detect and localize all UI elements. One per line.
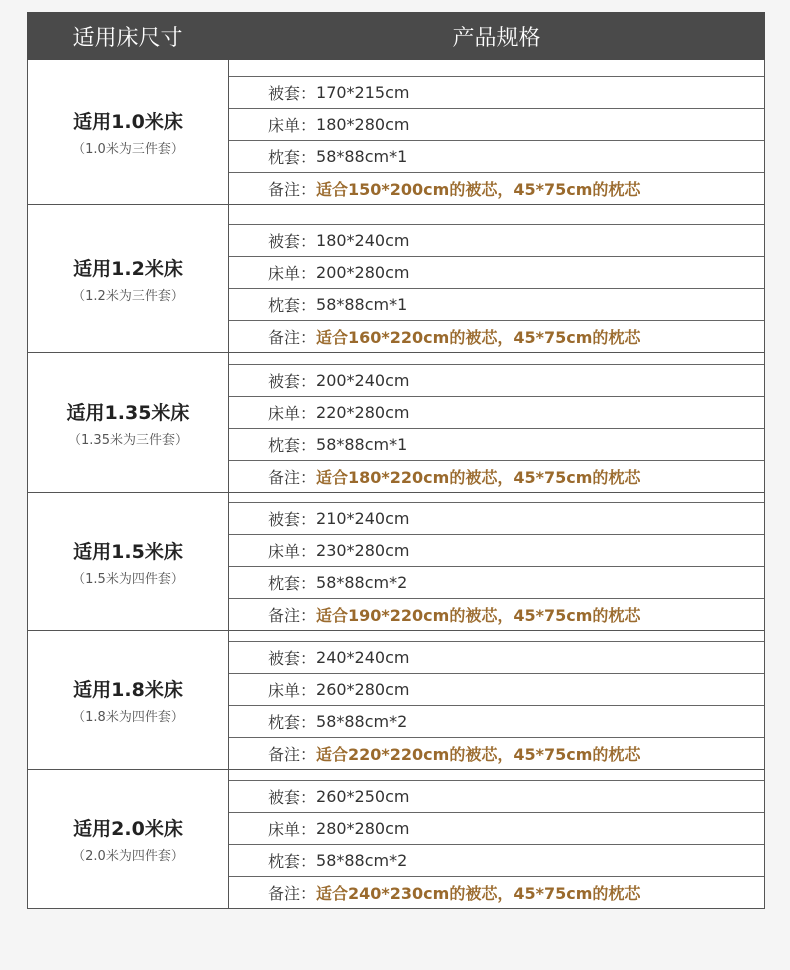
spec-label: 床单： <box>268 116 317 135</box>
bed-size-cell <box>28 770 229 908</box>
size-group <box>28 769 764 908</box>
spec-value: 240*240cm <box>316 648 410 667</box>
spec-row <box>229 140 764 172</box>
note-row <box>229 320 764 352</box>
bed-size-title: 适用1.35米床 <box>66 401 190 424</box>
spec-label: 枕套： <box>268 852 317 871</box>
spec-label: 床单： <box>268 681 317 700</box>
spec-row <box>229 76 764 108</box>
bed-size-title: 适用2.0米床 <box>73 818 183 840</box>
note-value: 适合220*220cm的被芯，45*75cm的枕芯 <box>316 745 641 764</box>
spec-list <box>229 631 764 769</box>
spec-list <box>229 353 764 492</box>
header-product-spec: 产品规格 <box>452 25 541 51</box>
spec-label: 枕套： <box>268 436 317 455</box>
spec-value: 210*240cm <box>316 509 410 528</box>
bed-size-cell <box>28 631 229 769</box>
spec-value: 280*280cm <box>316 819 410 838</box>
note-value: 适合240*230cm的被芯，45*75cm的枕芯 <box>316 884 641 903</box>
bed-size-title: 适用1.5米床 <box>73 540 183 563</box>
spec-row <box>229 812 764 844</box>
spec-row <box>229 502 764 534</box>
spec-row <box>229 428 764 460</box>
spec-label: 枕套： <box>268 574 317 593</box>
spec-row <box>229 844 764 876</box>
spec-row <box>229 396 764 428</box>
size-group <box>28 492 764 630</box>
size-spec-sheet <box>27 12 765 909</box>
bed-size-title: 适用1.0米床 <box>73 111 183 133</box>
spec-value: 58*88cm*1 <box>316 435 408 454</box>
size-group <box>28 204 764 352</box>
spec-value: 260*250cm <box>316 787 410 806</box>
size-group <box>28 630 764 769</box>
header-bed-size: 适用床尺寸 <box>72 25 183 51</box>
spec-row <box>229 534 764 566</box>
table-header <box>27 12 765 60</box>
spec-row <box>229 641 764 673</box>
spec-row <box>229 566 764 598</box>
note-value: 适合190*220cm的被芯，45*75cm的枕芯 <box>316 606 641 625</box>
bed-size-cell <box>28 493 229 630</box>
note-value: 适合180*220cm的被芯，45*75cm的枕芯 <box>316 468 641 487</box>
bed-size-subtitle: （1.35米为三件套） <box>68 432 188 448</box>
spec-label: 备注： <box>268 606 317 625</box>
spec-label: 床单： <box>268 542 317 561</box>
size-group <box>28 352 764 492</box>
spec-value: 58*88cm*2 <box>316 851 408 870</box>
spec-label: 枕套： <box>268 713 317 732</box>
bed-size-subtitle: （1.2米为三件套） <box>72 288 184 304</box>
bed-size-cell <box>28 353 229 492</box>
spec-list <box>229 770 764 908</box>
note-row <box>229 737 764 769</box>
spec-value: 200*240cm <box>316 371 410 390</box>
spec-value: 58*88cm*2 <box>316 573 408 592</box>
spec-label: 备注： <box>268 328 317 347</box>
spec-label: 备注： <box>268 745 317 764</box>
spec-label: 被套： <box>268 84 317 103</box>
spec-list <box>229 493 764 630</box>
spec-list <box>229 60 764 204</box>
spec-row <box>229 673 764 705</box>
note-row <box>229 172 764 204</box>
spec-label: 备注： <box>268 180 317 199</box>
note-value: 适合150*200cm的被芯，45*75cm的枕芯 <box>316 180 641 199</box>
spec-label: 床单： <box>268 264 317 283</box>
spec-value: 58*88cm*1 <box>316 147 408 166</box>
spec-value: 230*280cm <box>316 541 410 560</box>
spec-value: 200*280cm <box>316 263 410 282</box>
note-value: 适合160*220cm的被芯，45*75cm的枕芯 <box>316 328 641 347</box>
spec-value: 58*88cm*1 <box>316 295 408 314</box>
note-row <box>229 460 764 492</box>
spec-value: 180*280cm <box>316 115 410 134</box>
spec-label: 床单： <box>268 404 317 423</box>
spec-row <box>229 108 764 140</box>
spec-label: 被套： <box>268 510 317 529</box>
spec-value: 170*215cm <box>316 83 410 102</box>
bed-size-subtitle: （1.8米为四件套） <box>72 710 184 725</box>
bed-size-subtitle: （1.0米为三件套） <box>72 142 184 157</box>
spec-label: 床单： <box>268 820 317 839</box>
spec-label: 备注： <box>268 884 317 903</box>
bed-size-title: 适用1.2米床 <box>73 257 183 280</box>
spec-value: 220*280cm <box>316 403 410 422</box>
bed-size-cell <box>28 60 229 204</box>
spec-row <box>229 224 764 256</box>
spec-row <box>229 288 764 320</box>
spec-label: 被套： <box>268 649 317 668</box>
spec-row <box>229 780 764 812</box>
bed-size-subtitle: （2.0米为四件套） <box>72 849 184 864</box>
bed-size-title: 适用1.8米床 <box>73 679 183 701</box>
bed-size-subtitle: （1.5米为四件套） <box>72 571 184 587</box>
spec-list <box>229 205 764 352</box>
spec-row <box>229 705 764 737</box>
note-row <box>229 598 764 630</box>
spec-table <box>27 60 765 909</box>
spec-row <box>229 256 764 288</box>
spec-label: 被套： <box>268 788 317 807</box>
bed-size-cell <box>28 205 229 352</box>
spec-value: 260*280cm <box>316 680 410 699</box>
spec-label: 被套： <box>268 232 317 251</box>
spec-value: 180*240cm <box>316 231 410 250</box>
spec-label: 枕套： <box>268 148 317 167</box>
spec-row <box>229 364 764 396</box>
spec-label: 备注： <box>268 468 317 487</box>
note-row <box>229 876 764 908</box>
spec-value: 58*88cm*2 <box>316 712 408 731</box>
size-group <box>28 60 764 204</box>
spec-label: 被套： <box>268 372 317 391</box>
spec-label: 枕套： <box>268 296 317 315</box>
